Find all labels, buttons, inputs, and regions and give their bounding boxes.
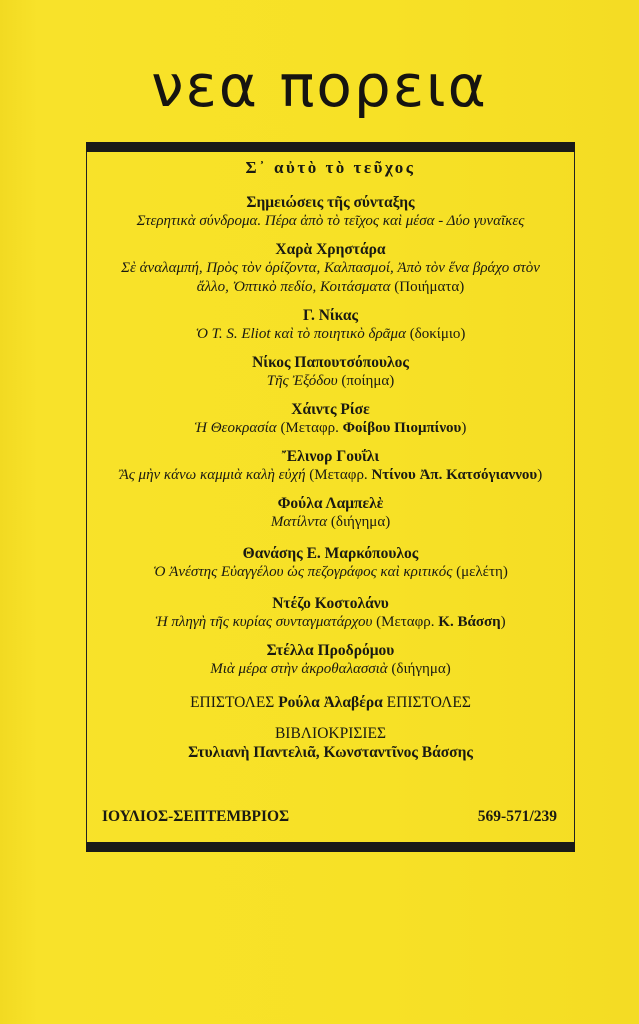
issue-number: 569-571/239 [477,808,557,825]
toc-entry [92,353,569,391]
entry-author: Στέλλα Προδρόμου [266,642,395,659]
toc-entry [92,641,569,679]
reviews-label: ΒΙΒΛΙΟΚΡΙΣΙΕΣ [274,725,387,742]
translator-name: Κ. Βάσση [438,614,501,630]
contents-heading: Σ᾿ αὐτὸ τὸ τεῦχος [245,158,416,177]
reviews-section [92,724,569,762]
toc-entry [92,193,569,231]
toc-entry [92,447,569,485]
toc-entry [92,494,569,532]
entry-work: Σὲ ἀναλαμπή, Πρὸς τὸν ὁρίζοντα, Καλπασμοί, Ἀπὸ τὸν ἕνα βράχο στὸν ἄλλο, Ὀπτικὸ πεδίο, Κοιτάσματα (Ποιήματα) [121,260,540,295]
translator-name: Φοίβου Πιομπίνου [342,420,462,436]
entry-work: Μιὰ μέρα στὴν ἀκροθαλασσιὰ (διήγημα) [210,661,451,677]
reviews-authors: Στυλιανὴ Παντελιᾶ, Κωνσταντῖνος Βάσσης [188,744,473,761]
letters-section: ΕΠΙΣΤΟΛΕΣ Ρούλα Ἀλαβέρα ΕΠΙΣΤΟΛΕΣ [190,694,471,711]
table-of-contents [92,158,569,762]
toc-entry [92,594,569,632]
toc-entry [92,544,569,582]
entry-author: Θανάσης Ε. Μαρκόπουλος [242,545,419,562]
entry-work: Τῆς Ἐξόδου (ποίημα) [266,373,395,389]
entry-author: Χάιντς Ρίσε [291,401,370,418]
entry-author: Σημειώσεις τῆς σύνταξης [246,194,415,211]
entry-work: Ἡ Θεοκρασία (Μεταφρ. Φοίβου Πιομπίνου) [194,420,467,436]
entry-author: Ντέζο Κοστολάνυ [272,595,389,612]
toc-entry [92,400,569,438]
issue-period: ΙΟΥΛΙΟΣ-ΣΕΠΤΕΜΒΡΙΟΣ [102,808,290,825]
entry-author: Χαρὰ Χρηστάρα [275,241,386,258]
frame-top-rule [86,142,575,152]
letters-author: Ρούλα Ἀλαβέρα [278,694,383,711]
toc-entry [92,306,569,344]
entry-work: Ὁ Ἀνέστης Εὐαγγέλου ὡς πεζογράφος καὶ κριτικός (μελέτη) [153,564,508,580]
translator-name: Ντίνου Ἀπ. Κατσόγιαννου [371,467,538,483]
toc-entry [92,240,569,297]
entry-work: Ματίλντα (διήγημα) [270,514,391,530]
entry-author: Φούλα Λαμπελὲ [277,495,384,512]
entry-work: Ἂς μὴν κάνω καμμιὰ καλὴ εὐχή (Μεταφρ. Ντίνου Ἀπ. Κατσόγιαννου) [118,467,543,483]
entry-work: Ὁ T. S. Eliot καὶ τὸ ποιητικὸ δρᾶμα (δοκίμιο) [195,326,466,342]
entry-author: Γ. Νίκας [302,307,359,324]
entry-work: Ἡ πληγὴ τῆς κυρίας συνταγματάρχου (Μεταφρ. Κ. Βάσση) [155,614,506,630]
magazine-title: νεα πορεια [151,52,488,120]
entry-author: Ἔλινορ Γουΐλι [281,448,380,465]
frame-bottom-rule [86,842,575,852]
entry-work: Στερητικὰ σύνδρομα. Πέρα ἀπὸ τὸ τεῖχος καὶ μέσα - Δύο γυναῖκες [136,213,525,229]
entry-author: Νίκος Παπουτσόπουλος [252,354,409,371]
